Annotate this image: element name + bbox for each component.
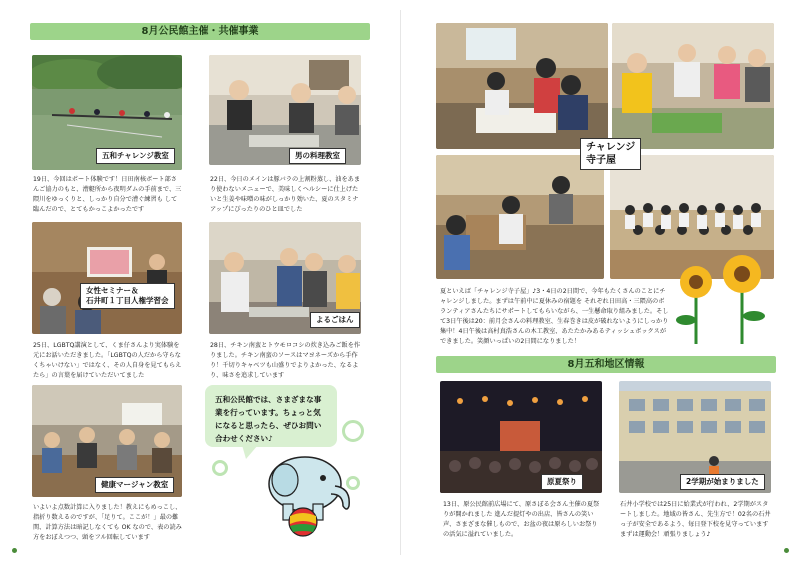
left-section-banner: 8月公民館主催・共催事業 bbox=[30, 23, 370, 40]
page-dot-right bbox=[784, 548, 789, 553]
deco-ring bbox=[212, 460, 228, 476]
school-label: 2学期が始まりました bbox=[680, 474, 765, 490]
mahjong-label: 健康マージャン教室 bbox=[95, 477, 174, 493]
yoru-gohan-caption: 28日、チキン南蛮とトウモロコシの炊き込みご飯を作りました。チキン南蛮のソースはマヨネーズから手作り！千切りキャベツも山盛りでよりよかった、なるより、味さを追求しています bbox=[210, 342, 361, 379]
summer-festival-caption: 13日、原公民館前広場にて、原さぼる会さん主催の夏祭りが開かれました 進んだ提灯やの出店、皆さんの笑い声、さまざまな催しもので、お盆の夜は原らしいお祭りの活気に溢れていました。 bbox=[443, 501, 600, 538]
yoru-gohan-label: よるごはん bbox=[310, 312, 360, 328]
info-bubble: 五和公民館では、さまざまな事業を行っています。ちょっと気になると思ったら、ぜひお問い合わせください♪ bbox=[205, 385, 337, 447]
terakoya-photo-3 bbox=[436, 155, 604, 279]
womens-seminar-caption: 25日、LGBTQ講演として、くま仔さんより実体験を元にお話いただきました。「LGBTQの人だから守らなくちゃいけない」ではなく、その人自身を見てもらえたら」の言葉を届けていただいてました bbox=[33, 342, 182, 379]
bubble-tail bbox=[240, 445, 260, 461]
rowing-caption: 19日、今回はボート体験です！日田南核ボート部さんご協力のもと、漕艇所から夜明ダムの手前まで、三隈川をゆっくりと、しっかり自分で漕ぐ練習も して臨んだので、とてもかっこよかったです bbox=[33, 176, 182, 213]
center-fold bbox=[400, 10, 401, 555]
right-section-banner: 8月五和地区情報 bbox=[436, 356, 776, 373]
rowing-label: 五和チャレンジ教室 bbox=[96, 148, 175, 164]
summer-festival-label: 原夏祭り bbox=[541, 474, 583, 490]
deco-ring bbox=[342, 420, 364, 442]
terakoya-photo-2 bbox=[612, 23, 774, 149]
elephant-mascot-icon bbox=[265, 448, 357, 538]
mahjong-caption: いよいよ点数計算に入りました！教えにもめっこし、指折り数えるのですが、「足りて。ここが！」最の難関、計算方法は暗記しなくても OK なので、表の読み方をおぼえつつ、頭をフル回転しています bbox=[33, 504, 182, 541]
womens-seminar-label: 女性セミナー＆ 石井町１丁目人権学習会 bbox=[80, 283, 175, 309]
school-caption: 石井小学校では25日に始業式が行われ、2学期がスタートしました。地域の皆さん、先生方で！02名の石井っ子が安全であるよう、毎日登下校を見守っています まずは運動会！頑張りましょう♪ bbox=[620, 501, 771, 538]
page-dot-left bbox=[12, 548, 17, 553]
terakoya-photo-1 bbox=[436, 23, 608, 149]
terakoya-label: チャレンジ 寺子屋 bbox=[580, 138, 641, 170]
mens-cooking-caption: 22日、今日のメインは豚バラの上割粉蒸し、油をあまり使わないメニューで、美味しくヘルシーに仕上げたいと生姜や味噌の味がしっかり効いた、夏のスタミナアップにぴったりのひと皿でした bbox=[210, 176, 361, 213]
terakoya-caption: 夏といえば「チャレンジ寺子屋」♪3・4日の2日間で、今年もたくさんのことにチャレンジしました。まずは午前中に夏休みの宿題を それぞれ日田高・三隈高のボランティアさんたちにサポートしてもらいながら、一生懸命取り組みました。そして3日午後は20：前月会さんの料理教室、生春巻きは皮が破れないようにしっかり集中！4日午後は高村真浩さんの木工教室、あたたかみあるティッシュボックスができました。笑顔いっぱいの2日間になりました！ bbox=[440, 288, 669, 345]
mens-cooking-label: 男の料理教室 bbox=[289, 148, 346, 164]
womens-seminar-photo bbox=[32, 222, 182, 334]
sunflower-icon bbox=[672, 254, 776, 346]
